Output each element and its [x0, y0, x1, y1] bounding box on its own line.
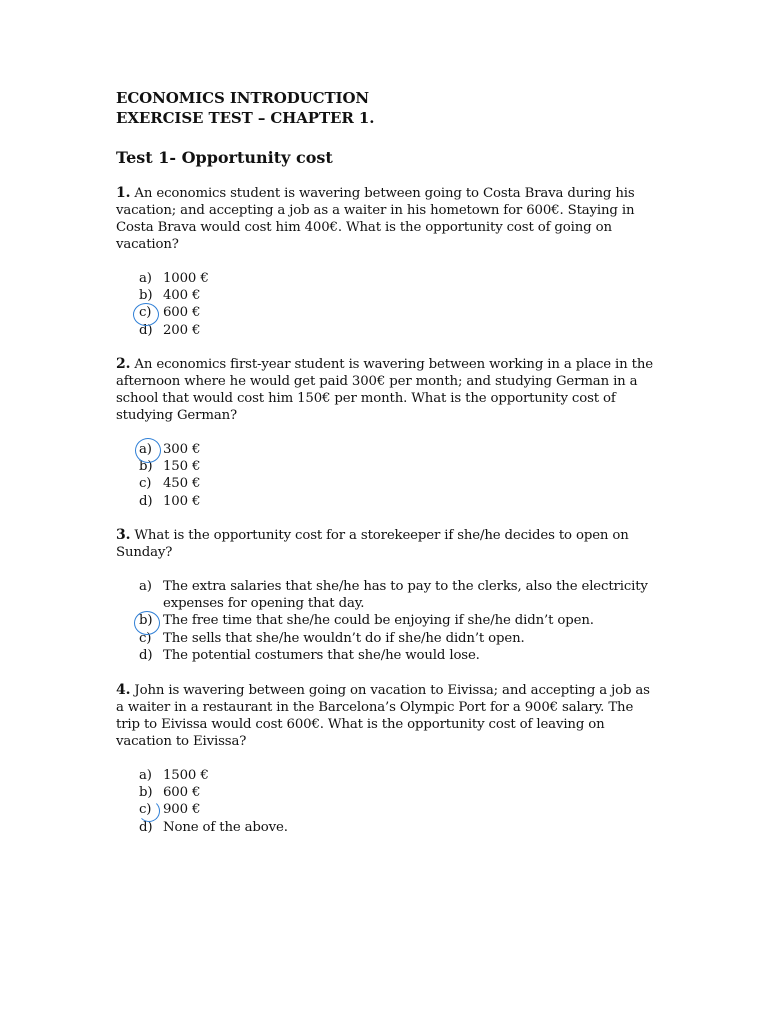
exercise-title: EXERCISE TEST – CHAPTER 1. — [116, 109, 375, 127]
option-text: 200 € — [163, 322, 201, 338]
option-a — [139, 578, 659, 612]
option-text: 450 € — [163, 476, 201, 492]
option-text: The potential costumers that she/he would lose. — [163, 647, 480, 663]
option-letter: b) — [139, 288, 153, 304]
question-text: An economics student is wavering between going to Costa Brava during his vacation; and accepting a job as a waiter in his hometown for 600€. Staying in Costa Brava would cost him 400€. What is the opportunity cost of going on vacation? — [116, 186, 635, 252]
option-letter: a) — [139, 579, 152, 594]
option-text: The sells that she/he wouldn’t do if she/he didn’t open. — [163, 630, 525, 646]
option-d — [139, 322, 659, 339]
question-3-options — [139, 578, 659, 664]
option-d — [139, 493, 659, 510]
option-c — [139, 304, 659, 321]
option-letter: b) — [139, 613, 153, 629]
option-letter: d) — [139, 647, 153, 663]
option-letter: c) — [139, 476, 152, 492]
option-letter: a) — [139, 768, 152, 783]
option-text: 400 € — [163, 288, 201, 304]
option-c — [139, 801, 659, 818]
option-letter: c) — [139, 305, 152, 321]
question-number: 3. — [116, 527, 131, 543]
question-number: 1. — [116, 185, 131, 201]
question-3 — [116, 527, 656, 561]
option-c — [139, 475, 659, 492]
option-text: 1000 € — [163, 271, 209, 286]
question-2 — [116, 356, 656, 424]
option-b — [139, 458, 659, 475]
question-2-options — [139, 441, 659, 510]
option-a — [139, 270, 659, 287]
option-c — [139, 630, 659, 647]
question-number: 4. — [116, 682, 131, 698]
option-b — [139, 612, 659, 629]
option-letter: b) — [139, 785, 153, 801]
option-a — [139, 767, 659, 784]
option-text: None of the above. — [163, 819, 288, 835]
option-d — [139, 647, 659, 664]
option-letter: c) — [139, 630, 152, 646]
question-4 — [116, 682, 656, 750]
option-letter: d) — [139, 493, 153, 509]
option-letter: d) — [139, 322, 153, 338]
option-d — [139, 819, 659, 836]
question-number: 2. — [116, 356, 131, 372]
option-letter: b) — [139, 459, 153, 475]
option-a — [139, 441, 659, 458]
question-1 — [116, 185, 656, 253]
option-text: 300 € — [163, 442, 201, 457]
option-b — [139, 287, 659, 304]
option-text: 600 € — [163, 785, 201, 801]
course-title: ECONOMICS INTRODUCTION — [116, 89, 370, 107]
option-letter: d) — [139, 819, 153, 835]
option-text: 100 € — [163, 493, 201, 509]
option-text: 150 € — [163, 459, 201, 475]
question-text: John is wavering between going on vacation to Eivissa; and accepting a job as a waiter in a restaurant in the Barcelona’s Olympic Port for a 900€ salary. The trip to Eivissa would cost 600€. What is the opportunity cost of leaving on vacation to Eivissa? — [116, 683, 650, 749]
question-text: An economics first-year student is wavering between working in a place in the afternoon where he would get paid 300€ per month; and studying German in a school that would cost him 150€ per month. What is the opportunity cost of studying German? — [116, 357, 653, 423]
question-text: What is the opportunity cost for a storekeeper if she/he decides to open on Sunday? — [116, 528, 629, 560]
question-1-options — [139, 270, 659, 339]
option-letter: c) — [139, 802, 152, 818]
option-text: The extra salaries that she/he has to pay to the clerks, also the electricity expenses for opening that day. — [163, 579, 648, 612]
question-4-options — [139, 767, 659, 836]
option-letter: a) — [139, 442, 152, 457]
option-letter: a) — [139, 271, 152, 286]
option-text: The free time that she/he could be enjoying if she/he didn’t open. — [163, 613, 594, 629]
option-text: 900 € — [163, 802, 201, 818]
option-text: 1500 € — [163, 768, 209, 783]
option-b — [139, 784, 659, 801]
test-title: Test 1- Opportunity cost — [116, 148, 333, 167]
option-text: 600 € — [163, 305, 201, 321]
